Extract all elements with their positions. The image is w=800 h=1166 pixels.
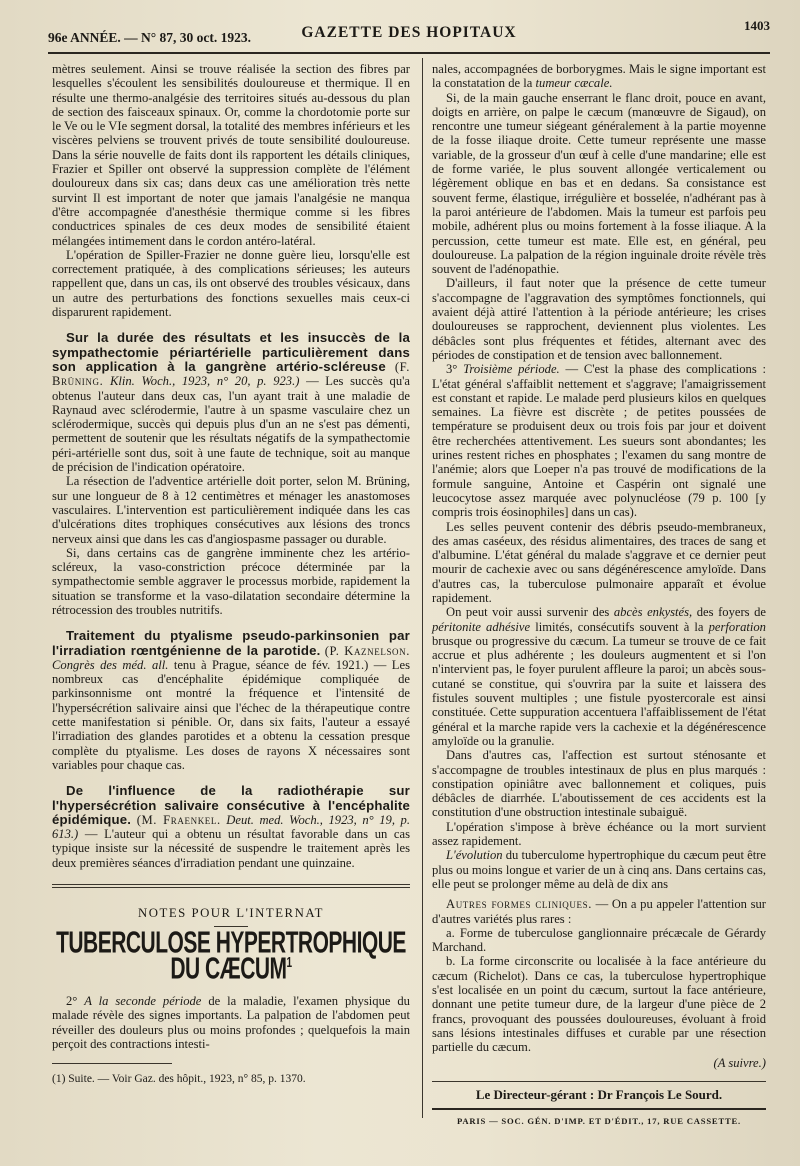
header-rule — [48, 52, 770, 54]
list-item: b. La forme circonscrite ou localisée à la face antérieure du cæcum (Richelot). Dans ce cas, la tuberculose hypertrophique s'est localisée en un point du cæcum, surtout la face antérieure, donnant une petite tumeur dure, de la largeur d'une pièce de 2 francs, provoquant des poussées douloureuses, évoluant à froid sans lésions intestinales diffuses et curable par une résection partielle du cæcum. — [432, 954, 766, 1055]
article-radiotherapie — [52, 784, 410, 870]
paragraph: D'ailleurs, il faut noter que la présence de cette tumeur s'accompagne de l'aggravation des symptômes fonctionnels, qui avaient déjà attiré l'attention à la période antérieure; les crises douloureuses se rapprochent, deviennent plus violentes. Les débâcles sont plus fréquentes et fétides, alternant avec des périodes de constipation et de tension avec ballonnement. — [432, 276, 766, 362]
paragraph: La résection de l'adventice artérielle doit porter, selon M. Brüning, sur une longueur de 8 à 12 centimètres et ménager les anastomoses vasculaires. L'intervention est particulièrement indiquée dans les cas d'ulcérations dites trophiques consécutives aux lésions des troncs nerveux ainsi que dans les cas d'angiospasme passager ou durable. — [52, 474, 410, 546]
article-ptyalisme — [52, 629, 410, 772]
footnote-mark: 1 — [286, 956, 292, 973]
paragraph: Si, dans certains cas de gangrène imminente chez les artério-scléreux, la vaso-constriction précoce déterminée par la sympathectomie semble aggraver le processus morbide, rapidement la situation se transforme et la vaso-dilatation secondaire détermine la rétrocession des troubles nutritifs. — [52, 545, 410, 617]
paragraph: nales, accompagnées de borborygmes. Mais le signe important est la constatation de la tumeur cæcale. — [432, 62, 766, 91]
printer-line: PARIS — SOC. GÉN. D'IMP. ET D'ÉDIT., 17, RUE CASSETTE. — [456, 1116, 742, 1127]
main-article-title: TUBERCULOSE HYPERTROPHIQUE DU CÆCUM$^1$ — [56, 926, 406, 987]
article-reference: Deut. med. Woch., 1923, n° 19, p. 613.) — [52, 812, 410, 842]
footnote: (1) Suite. — Voir Gaz. des hôpit., 1923, n° 85, p. 1370. — [52, 1073, 306, 1086]
article-sympathectomie — [52, 331, 410, 474]
right-column — [432, 62, 766, 1128]
paragraph: Si, de la main gauche enserrant le flanc droit, pouce en avant, doigts en arrière, on palpe le cæcum (manœuvre de Sigaud), on rencontre une tumeur siégeant généralement à la partie moyenne de la fosse iliaque droite. Cette tumeur représente une masse variable, de la grosseur d'un œuf à celle d'une mandarine; elle est de forme variée, le plus souvent allongée verticalement ou légèrement oblique en bas et en dedans. Sa consistance est souvent ferme, élastique, irrégulière et bosselée, n'adhérant pas à la paroi antérieure de l'abdomen. Mais la tumeur est parfois peu mobile, adhérent plus ou moins fortement à la fosse iliaque. A la percussion, cette tumeur est mate. Elle est, en général, peu douloureuse. La palpation de la région inguinale droite révèle très souvent de l'adénopathie. — [432, 90, 766, 277]
paragraph: L'opération de Spiller-Frazier ne donne guère lieu, lorsqu'elle est correctement pratiquée, à des complications sérieuses; les auteurs rappellent que, dans un cas, ils ont observé des troubles vésicaux, dans un autre des perturbations des fonctions sexuelles mais ceux-ci disparurent rapidement. — [52, 247, 410, 320]
page-header — [48, 16, 770, 50]
article-author: (P. Kaznelson. — [324, 643, 411, 658]
paragraph: 3° Troisième période. — C'est la phase des complications : L'état général s'affaiblit nettement et s'aggrave; l'amaigrissement est constant et rapide. Le malade perd plusieurs kilos en quelques semaines. La fièvre est discrète ; de petites poussées de température se produisent deux ou trois fois par jour et doivent être recherchées attentivement. Les sueurs sont abondantes; les urines restent riches en phosphates ; l'examen du sang montre de l'anémie; alors que Loeper n'a pas trouvé de modifications de la formule sanguine, Antoine et Caspérin ont signalé une leucocytose assez marquée avec polynucléose (79 p. 100 [y compris trois éosinophiles] dans un cas). — [432, 362, 766, 520]
paragraph: L'opération s'impose à brève échéance ou la mort survient assez rapidement. — [432, 819, 766, 849]
section-rule — [52, 887, 410, 888]
article-text: tenu à Prague, séance de fév. 1921.) — Les nombreux cas d'encéphalite épidémique compliquée de parkinsonnisme ont montré la fréquence et l'intensité de l'hypersécrétion salivaire ainsi que l'échec de la thérapeutique contre cette manifestation si pénible. Or, dans six faits, l'auteur a essayé l'irradiation des glandes parotides et a obtenu la cessation presque complète du ptyalisme. Les doses de rayons X nécessaires sont variables pour chaque cas. — [52, 657, 410, 772]
article-title: Sur la durée des résultats et les insuccès de la sympathectomie périartérielle particulièrement dans son application à la gangrène artério-scléreuse — [52, 330, 410, 374]
list-item: a. Forme de tuberculose ganglionnaire précæcale de Gérardy Marchand. — [432, 925, 766, 955]
director-line: Le Directeur-gérant : Dr François Le Sourd. — [475, 1086, 723, 1102]
footnote-rule — [52, 1063, 172, 1064]
article-text: — L'auteur qui a obtenu un résultat favorable dans un cas typique insiste sur la nécessité de suspendre le traitement après les deux premières séances d'irradiation pendant une quinzaine. — [52, 827, 410, 870]
issue-info: 96e ANNÉE. — N° 87, 30 oct. 1923. — [48, 30, 252, 45]
article-title: Traitement du ptyalisme pseudo-parkinsonien par l'irradiation rœntgénienne de la parotide. — [52, 628, 410, 658]
paragraph: 2° A la seconde période de la maladie, l'examen physique du malade révèle des signes importants. La palpation de l'abdomen peut réveiller des douleurs plus ou moins profondes ; quelquefois la main perçoit des contractions intesti- — [52, 993, 410, 1051]
continued-note: (A suivre.) — [713, 1056, 766, 1071]
footer-rule — [432, 1108, 766, 1110]
article-author: (M. Fraenkel. — [136, 812, 221, 827]
paragraph: Les selles peuvent contenir des débris pseudo-membraneux, des amas caséeux, des résidus alimentaires, des traces de sang et d'albumine. L'état général du malade s'aggrave et ce dernier peut mourir de cachexie avec ou sans dégénérescence amyloïde. Dans d'autres cas, la tuberculose pulmonaire apparaît et évolue rapidement. — [432, 519, 766, 605]
article-title: De l'influence de la radiothérapie sur l'hypersécrétion salivaire consécutive à l'encéphalite épidémique. — [52, 783, 410, 827]
article-reference: Congrès des méd. all. — [52, 657, 169, 672]
left-column — [52, 62, 410, 1086]
paragraph: On peut voir aussi survenir des abcès enkystés, des foyers de péritonite adhésive limités, consécutifs souvent à la perforation brusque ou progressive du cæcum. La tumeur se trouve de ce fait accrue et plus adhérente ; les douleurs augmentent et si l'on n'intervient pas, le foyer purulent affleure la paroi; un abcès sous-cutané se constitue, qui s'ouvrira par la suite et laissera des fistules souvent multiples ; une fistule pyostercorale est ainsi constituée. Cette suppuration accentuera l'affaiblissement de l'état général et la marche rapide vers la cachexie et la dégénérescence amyloïde ou la granulie. — [432, 605, 766, 748]
paragraph: L'évolution du tuberculome hypertrophique du cæcum peut être plus ou moins longue et varier de un à cinq ans. Dans certains cas, elle peut se prolonger même au delà de dix ans — [432, 848, 766, 891]
page-number: 1403 — [744, 18, 770, 33]
article-text: — Les succès qu'a obtenus l'auteur dans deux cas, l'un ayant trait à une maladie de Raynaud avec sclérodermie, l'autre à un spasme vasculaire chez un sclérodermique, succès qui depuis plus d'un an ne s'est pas démenti, permettent de soutenir que les résultats négatifs de la sympathectomie péri-artérielle sont dus, soit à une faute de technique, soit au manque de précision de l'indication opératoire. — [52, 374, 411, 475]
article-reference: Klin. Woch., 1923, n° 20, p. 923.) — [109, 374, 300, 389]
section-rule — [432, 1081, 766, 1082]
paragraph: mètres seulement. Ainsi se trouve réalisée la section des fibres par lesquelles s'écoulent les sensibilités douloureuse et thermique. Il en résulte une thermo-analgésie des territoires situés au-dessous du plan de section des faisceaux spinaux. Or, comme la chordotomie porte sur le Ve ou le VIe segment dorsal, la totalité des membres inférieurs et les viscères pelviens se trouvent privés de toute sensibilité douloureuse. Dans la série nouvelle de faits dont ils rapportent les détails cliniques, Frazier et Spiller ont observé la suppression complète de l'élément douloureux dans six cas; dans deux cas une amélioration très nette survint Il est important de noter que jamais l'analgésie ne manqua d'être accompagnée d'anesthésie thermique comme si les fibres conductrices spinales de ces deux modes de sensibilité étaient mélangées intimement dans le cordon antéro-latéral. — [52, 62, 410, 248]
paragraph: Dans d'autres cas, l'affection est surtout sténosante et s'accompagne de troubles intestinaux de plus en plus marqués : constipation opiniâtre avec ballonnement et coliques, puis débâcles de diarrhée. L'aboutissement de ces accidents est la constitution d'une obstruction intestinale subaiguë. — [432, 748, 766, 820]
section-heading: NOTES POUR L'INTERNAT — [138, 906, 324, 921]
article-author: (F. Brüning. — [52, 359, 410, 389]
paragraph: Autres formes cliniques. — On a pu appeler l'attention sur d'autres variétés plus rares : — [432, 897, 766, 926]
column-divider — [422, 58, 423, 1118]
section-rule — [52, 884, 410, 885]
journal-title: GAZETTE DES HOPITAUX — [301, 24, 517, 41]
